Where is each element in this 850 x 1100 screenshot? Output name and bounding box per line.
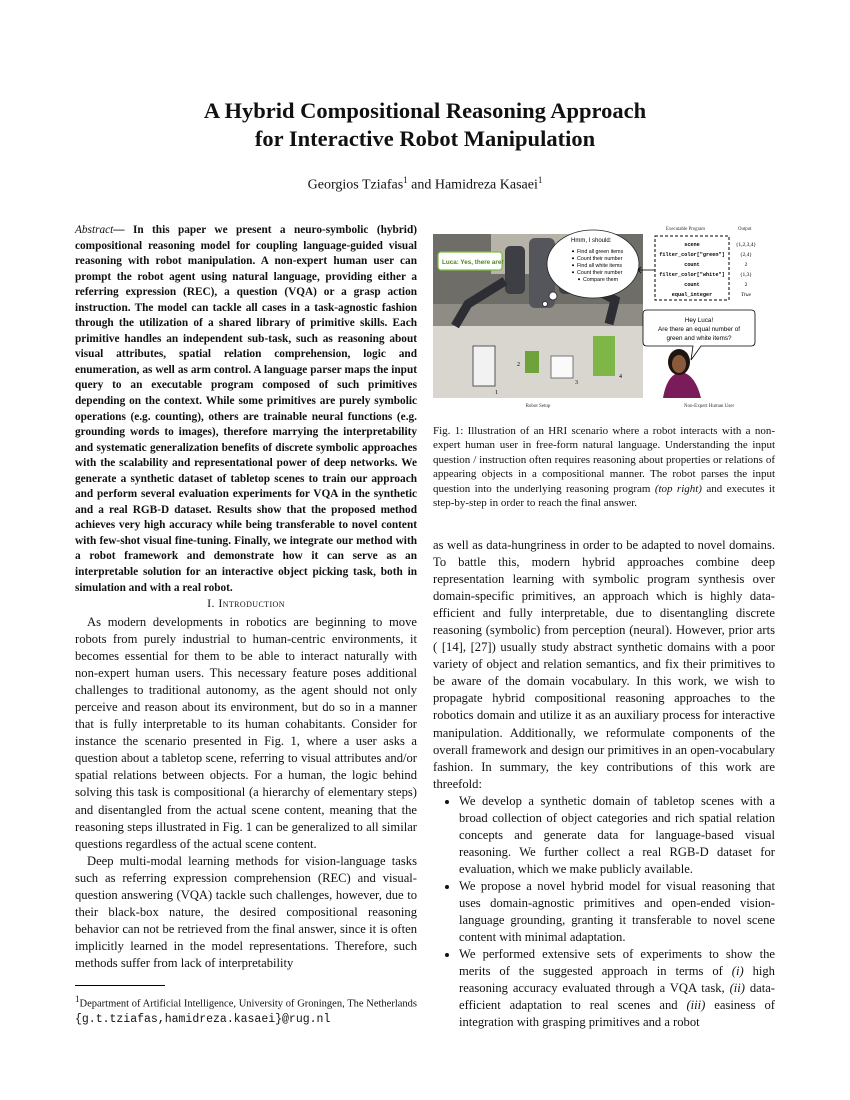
program-step-4: filter_color["white"]	[659, 272, 725, 278]
program-step-5: count	[684, 282, 700, 288]
footnote-rule	[75, 985, 165, 986]
abstract-label: Abstract	[75, 224, 114, 236]
abstract	[75, 223, 417, 596]
human-user-avatar	[663, 349, 701, 398]
program-step-2: filter_color["green"]	[659, 252, 725, 258]
footnote-text: Department of Artificial Intelligence, University of Groningen, The Netherlands	[79, 998, 417, 1010]
caption-text-2: and executes it step-by-step in order to reach the final answer.	[433, 482, 775, 510]
caption-italic: (top right)	[654, 482, 702, 495]
label-human-user: Non-Expert Human User	[683, 404, 735, 409]
author-1-affil: 1	[403, 175, 408, 185]
program-output-4: {1,3}	[739, 272, 753, 278]
program-output-3: 2	[744, 262, 748, 268]
right-column-body	[433, 537, 775, 1031]
program-header: Executable Program	[666, 227, 706, 232]
program-output-2: {2,4}	[739, 252, 753, 258]
title-line-1: A Hybrid Compositional Reasoning Approach	[203, 98, 647, 123]
author-2-affil: 1	[537, 175, 543, 185]
contribution-3-i: (i)	[731, 964, 744, 979]
thought-item-4: Count their number	[577, 270, 623, 276]
thought-item-2: Count their number	[577, 256, 623, 262]
program-step-1: scene	[684, 242, 700, 248]
figure-1	[433, 226, 775, 412]
contribution-3-d: easiness of integration with grasping primitives and a robot	[459, 998, 775, 1030]
contribution-3-iii: (iii)	[686, 998, 706, 1013]
section-title: Introduction	[218, 596, 285, 610]
section-heading	[75, 596, 417, 611]
abstract-text: — In this paper we present a neuro-symbolic (hybrid) compositional reasoning model for coupling language-guided visual reasoning with robot manipulation. A non-expert human user can prompt the robot agent using natural language, providing either a referring expression (REC), a question (VQA) or a grasp action instruction. The model can tackle all cases in a task-agnostic fashion through the utilization of a shared library of primitive skills. Each primitive handles an independent sub-task, such as reasoning about visual attributes, spatial relation comprehension, logic and enumeration, as well as arm control. A language parser maps the input query to an executable program composed of such primitives depending on the context. While some primitives are purely symbolic operations (e.g. counting), others are trainable neural functions (e.g. grounding words to images), therefore marrying the interpretability and systematic generalization benefits of discrete symbolic approaches with the scalability and representational power of deep networks. We generate a synthetic dataset of tabletop scenes to train our approach and perform several evaluation experiments for VQA in the synthetic and a real RGB-D dataset. Results show that the proposed method achieves very high accuracy while being transferable to novel content with few-shot visual fine-tuning. Finally, we integrate our method with a robot framework and demonstrate how it can serve as an interpretable solution for an interactive object picking task, both in simulation and with a real robot.	[75, 224, 417, 594]
contributions-list	[433, 793, 775, 1032]
contribution-1: • We develop a synthetic domain of tabletop scenes with a broad collection of object categories and rich spatial relation concepts and generate data for language-based visual reasoning. We further collect a real RGB-D dataset for evaluation, which we make publicly available.	[459, 793, 775, 878]
section-numeral: I.	[207, 596, 215, 610]
contribution-3-c: data-efficient adaptation to real scenes and	[459, 981, 776, 1013]
intro-paragraph-1: As modern developments in robotics are beginning to move robots from purely industrial to human-centric environments, it becomes essential for them to be able to interact naturally with non-expert human users. This necessary feature poses additional challenges to traditional autonomy, as the agent should not only perceive and reason about its environment, but do so in a manner that is fully interpretable to its human cohabitants. Consider for instance the scenario presented in Fig. 1, where a user asks a question about a tabletop scene, referring to visual attributes and/or spatial relations between objects. For a human, the logic behind solving this task is compositional (a hierarchy of elementary steps) and disentangled from the actual scene content, meaning that the reasoning steps illustrated in Fig. 1 can be generalized to all similar questions regardless of the actual scene content.	[75, 615, 417, 851]
title-line-2: for Interactive Robot Manipulation	[254, 126, 596, 151]
question-line-3: green and white items?	[666, 335, 732, 342]
introduction-body	[75, 614, 417, 972]
executable-program	[655, 227, 757, 300]
thought-item-5: Compare them	[583, 277, 619, 283]
author-2: Hamidreza Kasaei	[434, 177, 538, 193]
contribution-3-ii: (ii)	[729, 981, 745, 996]
question-line-1: Hey Luca!	[684, 317, 714, 324]
robot-answer-bubble	[438, 252, 503, 270]
contribution-3-a: We performed extensive sets of experiments to show the merits of the suggested approach in terms of	[459, 947, 775, 979]
object-label-1: 1	[495, 390, 498, 396]
figure-caption	[433, 424, 775, 510]
right-paragraph: as well as data-hungriness in order to be adapted to novel domains. To battle this, modern hybrid approaches combine deep representation learning with symbolic program synthesis over domain-specific primitives, an approach which is highly data-efficient and fully interpretable, due to disentangling discrete reasoning (symbolic) from perception (neural). However, prior arts ( [14], [27]) usually study abstract synthetic domains with a poor variety of object and relation semantics, and fix their primitives to be aware of the domain vocabulary. In this work, we wish to propagate hybrid compositional reasoning approaches to the robotics domain and utilize it as an auxiliary process for interactive manipulation. Additionally, we reformulate components of the overall framework and design our primitives in an open-vocabulary fashion. In summary, the key contributions of this work are threefold:	[433, 538, 775, 791]
robot-answer-text: Luca: Yes, there are!	[442, 259, 504, 266]
arxiv-stamp	[8, 292, 56, 692]
program-output-6: True	[740, 292, 752, 298]
contribution-2: • We propose a novel hybrid model for visual reasoning that uses domain-agnostic primitives and open-ended vision-language grounding, granting it transferable to novel scene content with minimal adaptation.	[459, 878, 775, 946]
object-label-4: 4	[619, 374, 622, 380]
caption-label: Fig. 1:	[433, 425, 464, 437]
footnote-emails: {g.t.tziafas,hamidreza.kasaei}@rug.nl	[75, 1012, 331, 1026]
program-output-1: {1,2,3,4}	[735, 242, 757, 248]
paper-title	[0, 97, 850, 153]
thought-item-1: Find all green items	[577, 249, 624, 255]
footnote-mark: 1	[75, 994, 80, 1004]
object-label-3: 3	[575, 380, 578, 386]
author-and: and	[411, 177, 432, 193]
thought-title: Hmm, I should:	[571, 238, 612, 244]
intro-paragraph-2: Deep multi-modal learning methods for vision-language tasks such as referring expression comprehension (REC) and visual-question answering (VQA) tackle such challenges, however, due to their black-box nature, the desired compositional reasoning behavior can not be retrieved from the final answer, since it is often implicitly learned in the model representations. Therefore, such methods suffer from lack of interpretability	[75, 853, 417, 970]
contribution-3	[459, 946, 775, 1031]
question-line-2: Are there an equal number of	[658, 326, 740, 333]
thought-item-3: Find all white items	[577, 263, 623, 269]
program-step-6: equal_integer	[671, 292, 713, 298]
program-step-3: count	[684, 262, 700, 268]
contribution-3-b: high reasoning accuracy evaluated through a VQA task,	[459, 964, 775, 996]
output-header: Output	[738, 227, 752, 232]
author-line	[0, 175, 850, 194]
user-question-bubble	[643, 310, 755, 360]
program-output-5: 2	[744, 282, 748, 288]
object-label-2: 2	[517, 362, 520, 368]
author-1: Georgios Tziafas	[307, 177, 404, 193]
caption-text-1: Illustration of an HRI scenario where a robot interacts with a non-expert human user in free-form natural language. Understanding the input question / instruction often requires reasoning about properties or relations of appearing objects in a compositional manner. The robot parses the input question into the underlying reasoning program	[433, 425, 775, 495]
label-robot-setup: Robot Setup	[525, 404, 551, 409]
footnote	[75, 992, 417, 1027]
